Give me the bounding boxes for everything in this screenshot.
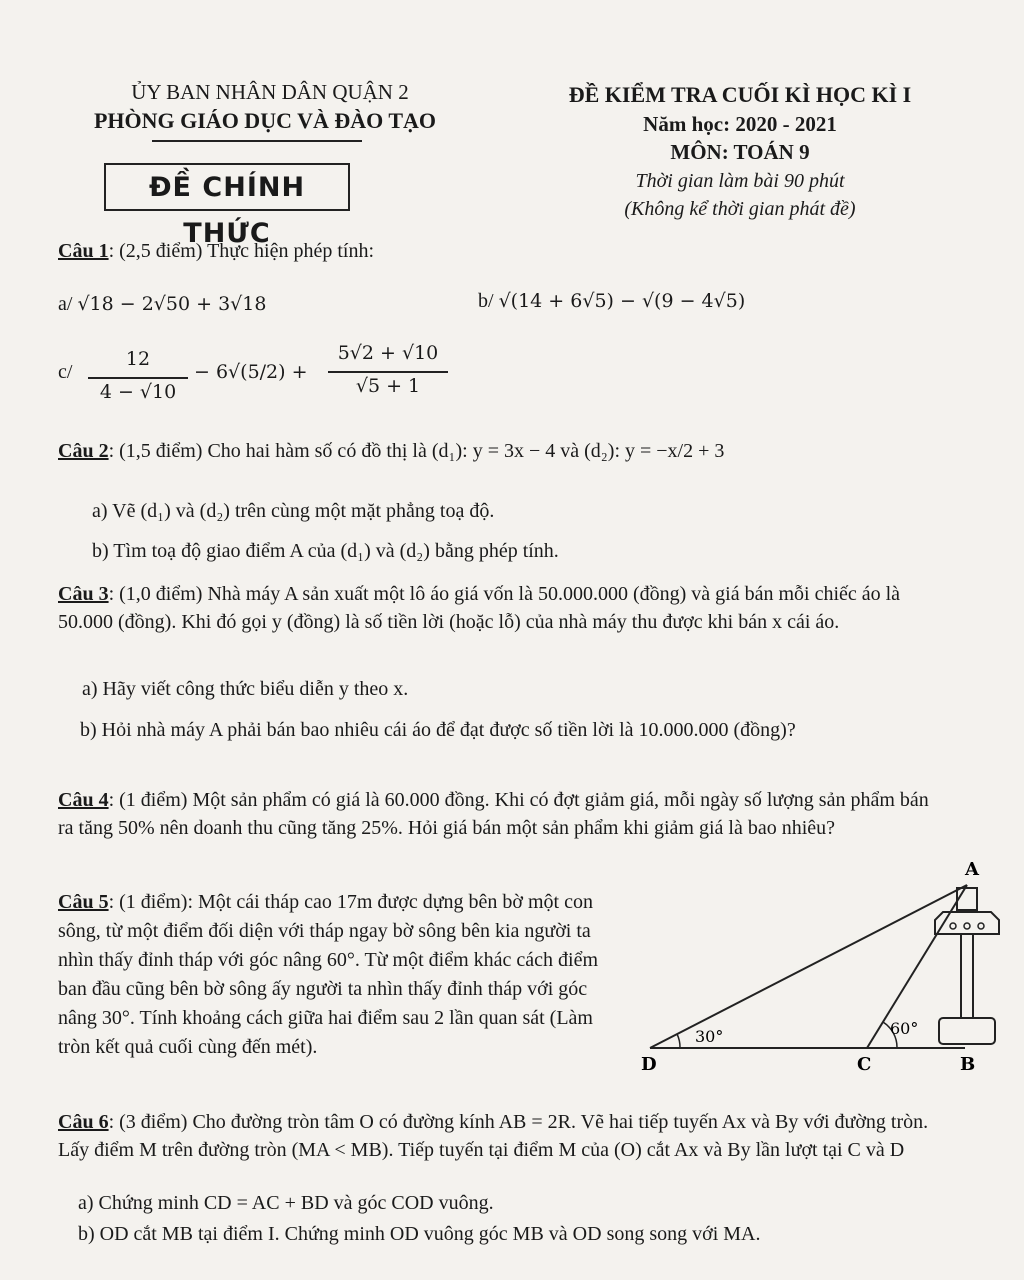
q1c-frac1-denominator: 4 − √10: [99, 381, 177, 403]
q1c-frac2-bar: [328, 371, 448, 373]
q1c-frac1-bar: [88, 377, 188, 379]
duration-note: (Không kể thời gian phát đề): [624, 198, 856, 220]
question-5-heading: [58, 888, 618, 1062]
question-1a: [58, 293, 266, 316]
q1c-middle-term: − 6√(5/2) +: [194, 361, 308, 383]
question-6a: a) Chứng minh CD = AC + BD và góc COD vuông.: [78, 1192, 494, 1214]
point-label-c: C: [857, 1054, 872, 1075]
tower-icon: [935, 888, 999, 1044]
question-1-intro: : (2,5 điểm) Thực hiện phép tính:: [108, 240, 374, 262]
header-divider: [152, 140, 362, 142]
point-label-d: D: [641, 1054, 657, 1075]
question-1-heading: [58, 240, 374, 263]
org-line-1: ỦY BAN NHÂN DÂN QUẬN 2: [131, 80, 409, 104]
question-1b: [478, 290, 745, 313]
question-4-heading: [58, 786, 938, 842]
question-6-intro: : (3 điểm) Cho đường tròn tâm O có đường kính AB = 2R. Vẽ hai tiếp tuyến Ax và By với đường tròn. Lấy điểm M trên đường tròn (MA < MB). Tiếp tuyến tại điểm M của (O) cắt Ax và By lần lượt tại C và D: [58, 1111, 929, 1161]
tower-figure: [635, 850, 1010, 1090]
question-4-label: Câu 4: [58, 789, 109, 811]
school-year: Năm học: 2020 - 2021: [643, 112, 837, 136]
question-2b: b) Tìm toạ độ giao điểm A của (d₁) và (d₂) bằng phép tính.: [92, 540, 559, 562]
question-2-heading: [58, 440, 724, 463]
question-5-intro: : (1 điểm): Một cái tháp cao 17m được dựng bên bờ một con sông, từ một điểm đối diện với tháp ngay bờ sông bên kia người ta nhìn thấy đỉnh tháp với góc nâng 60°. Từ một điểm khác cách điểm ban đầu cũng bên bờ sông ấy người ta nhìn thấy đỉnh tháp với góc nâng 30°. Tính khoảng cách giữa hai điểm sau 2 lần quan sát (Làm tròn kết quả cuối cùng đến mét).: [58, 891, 599, 1058]
angle-label-c: 60°: [890, 1019, 919, 1038]
subject: MÔN: TOÁN 9: [670, 140, 810, 164]
question-3-intro: : (1,0 điểm) Nhà máy A sản xuất một lô áo giá vốn là 50.000.000 (đồng) và giá bán mỗi chiếc áo là 50.000 (đồng). Khi đó gọi y (đồng) là số tiền lời (hoặc lỗ) của nhà máy thu được khi bán x cái áo.: [58, 583, 901, 633]
q1a-expression: √18 − 2√50 + 3√18: [77, 293, 267, 315]
angle-label-d: 30°: [695, 1027, 724, 1046]
question-3a: a) Hãy viết công thức biểu diễn y theo x.: [82, 678, 409, 700]
question-3-label: Câu 3: [58, 583, 109, 605]
question-2-label: Câu 2: [58, 440, 109, 462]
question-6-heading: [58, 1108, 938, 1164]
q1c-prefix: c/: [58, 361, 73, 383]
duration: Thời gian làm bài 90 phút: [635, 170, 845, 192]
question-3b: b) Hỏi nhà máy A phải bán bao nhiêu cái áo để đạt được số tiền lời là 10.000.000 (đồng)?: [80, 719, 796, 741]
q1c-frac1-numerator: 12: [125, 348, 151, 370]
question-3-heading: [58, 580, 953, 636]
q1a-prefix: a/: [58, 293, 73, 315]
q1b-prefix: b/: [478, 290, 494, 312]
official-stamp: ĐỀ CHÍNH THỨC: [104, 163, 350, 211]
point-label-a: A: [965, 859, 979, 880]
question-1-label: Câu 1: [58, 240, 109, 262]
exam-title: ĐỀ KIỂM TRA CUỐI KÌ HỌC KÌ I: [568, 82, 912, 107]
q1c-frac2-numerator: 5√2 + √10: [337, 342, 439, 364]
org-line-2: PHÒNG GIÁO DỤC VÀ ĐÀO TẠO: [93, 108, 437, 133]
question-5-label: Câu 5: [58, 891, 109, 913]
question-4-intro: : (1 điểm) Một sản phẩm có giá là 60.000 đồng. Khi có đợt giảm giá, mỗi ngày số lượng sản phẩm bán ra tăng 50% nên doanh thu cũng tăng 25%. Hỏi giá bán một sản phẩm khi giảm giá là bao nhiêu?: [58, 789, 929, 839]
question-6-label: Câu 6: [58, 1111, 109, 1133]
q1c-frac2-denominator: √5 + 1: [355, 375, 421, 397]
question-2a: a) Vẽ (d₁) và (d₂) trên cùng một mặt phẳng toạ độ.: [92, 500, 495, 522]
question-6b: b) OD cắt MB tại điểm I. Chứng minh OD vuông góc MB và OD song song với MA.: [78, 1223, 761, 1245]
point-label-b: B: [960, 1054, 976, 1075]
question-2-intro: : (1,5 điểm) Cho hai hàm số có đồ thị là (d₁): y = 3x − 4 và (d₂): y = −x/2 + 3: [108, 440, 725, 462]
q1b-expression: √(14 + 6√5) − √(9 − 4√5): [498, 290, 746, 312]
sight-line-from-d: [650, 885, 967, 1048]
angle-arc-d: [677, 1034, 680, 1048]
